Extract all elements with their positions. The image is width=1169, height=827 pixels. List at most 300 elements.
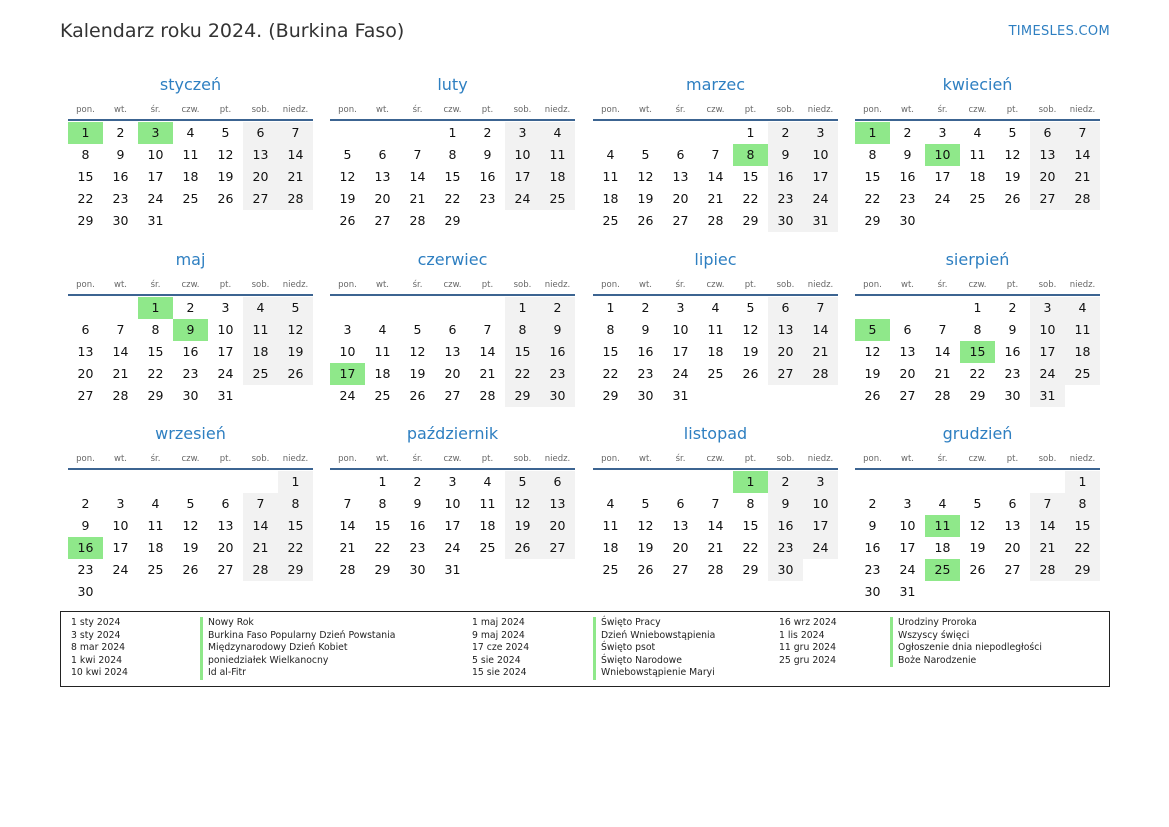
day-cell: 26 (182, 562, 199, 577)
weekday-label: wt. (376, 454, 389, 464)
weekday-label: śr. (675, 280, 686, 290)
day-cell: 22 (1065, 537, 1100, 559)
day-cell: 21 (112, 366, 129, 381)
weekday-label: śr. (150, 280, 161, 290)
day-cell: 14 (243, 515, 278, 537)
month-name: listopad (683, 424, 748, 443)
day-cell: 19 (182, 540, 199, 555)
day-cell: 8 (448, 147, 457, 162)
day-cell: 18 (602, 191, 619, 206)
day-cell: 27 (374, 213, 391, 228)
legend-holiday-name: Święto Narodowe (593, 655, 715, 668)
legend-holiday-name: Międzynarodowy Dzień Kobiet (200, 642, 395, 655)
day-cell: 5 (641, 147, 650, 162)
day-cell: 18 (479, 518, 496, 533)
weekday-label: śr. (937, 454, 948, 464)
holiday-day-cell: 25 (925, 559, 960, 581)
header-rule (855, 294, 1100, 296)
weekday-label: sob. (1038, 454, 1057, 464)
day-cell: 9 (768, 493, 803, 515)
day-cell: 25 (147, 562, 164, 577)
day-cell: 13 (1030, 144, 1065, 166)
day-cell: 5 (413, 322, 422, 337)
weekday-label: sob. (776, 454, 795, 464)
day-cell: 27 (672, 562, 689, 577)
day-cell: 17 (899, 540, 916, 555)
day-cell: 25 (707, 366, 724, 381)
day-cell: 20 (899, 366, 916, 381)
day-cell: 15 (505, 341, 540, 363)
day-cell: 26 (217, 191, 234, 206)
day-cell: 25 (602, 213, 619, 228)
month-name: luty (437, 75, 468, 94)
day-cell: 6 (540, 471, 575, 493)
day-cell: 21 (934, 366, 951, 381)
month-name: czerwiec (417, 250, 488, 269)
month-name: październik (406, 424, 499, 443)
day-cell: 19 (339, 191, 356, 206)
day-cell: 31 (1030, 385, 1065, 407)
header-rule (855, 119, 1100, 121)
day-cell: 4 (186, 125, 195, 140)
day-cell: 17 (1030, 341, 1065, 363)
day-cell: 17 (803, 515, 838, 537)
day-cell: 28 (112, 388, 129, 403)
day-cell: 5 (505, 471, 540, 493)
day-cell: 22 (742, 191, 759, 206)
day-cell: 5 (1008, 125, 1017, 140)
day-cell: 28 (479, 388, 496, 403)
day-cell: 3 (221, 300, 230, 315)
holiday-day-cell: 3 (138, 122, 173, 144)
day-cell: 7 (803, 297, 838, 319)
weekday-label: pon. (863, 280, 882, 290)
weekday-label: sob. (513, 105, 532, 115)
weekday-label: niedz. (807, 105, 834, 115)
weekday-label: niedz. (544, 105, 571, 115)
day-cell: 3 (903, 496, 912, 511)
day-cell: 25 (182, 191, 199, 206)
legend-holiday-name: Wszyscy święci (890, 630, 1042, 643)
day-cell: 4 (378, 322, 387, 337)
header-rule (68, 468, 313, 470)
day-cell: 26 (969, 562, 986, 577)
day-cell: 29 (505, 385, 540, 407)
site-link[interactable]: TIMESLES.COM (1008, 24, 1110, 39)
day-cell: 13 (768, 319, 803, 341)
day-cell: 25 (374, 388, 391, 403)
weekday-label: niedz. (807, 454, 834, 464)
day-cell: 4 (938, 496, 947, 511)
day-cell: 6 (676, 147, 685, 162)
day-cell: 29 (374, 562, 391, 577)
weekday-label: czw. (443, 105, 462, 115)
day-cell: 24 (444, 540, 461, 555)
day-cell: 10 (1030, 319, 1065, 341)
day-cell: 26 (742, 366, 759, 381)
day-cell: 18 (243, 341, 278, 363)
day-cell: 24 (147, 191, 164, 206)
legend-holiday-name: Boże Narodzenie (890, 655, 1042, 668)
day-cell: 1 (378, 474, 387, 489)
day-cell: 30 (182, 388, 199, 403)
weekday-label: sob. (1038, 280, 1057, 290)
day-cell: 15 (864, 169, 881, 184)
holiday-legend (60, 611, 1110, 687)
day-cell: 12 (637, 169, 654, 184)
day-cell: 14 (707, 169, 724, 184)
weekday-label: sob. (1038, 105, 1057, 115)
day-cell: 6 (676, 496, 685, 511)
legend-date: 1 maj 2024 (472, 617, 525, 628)
day-cell: 15 (147, 344, 164, 359)
day-cell: 19 (969, 540, 986, 555)
legend-holiday-name: Id al-Fitr (200, 667, 395, 680)
day-cell: 20 (768, 341, 803, 363)
day-cell: 8 (1065, 493, 1100, 515)
day-cell: 5 (343, 147, 352, 162)
day-cell: 7 (413, 147, 422, 162)
day-cell: 13 (374, 169, 391, 184)
day-cell: 18 (374, 366, 391, 381)
day-cell: 10 (112, 518, 129, 533)
day-cell: 7 (343, 496, 352, 511)
weekday-label: wt. (901, 454, 914, 464)
holiday-day-cell: 11 (925, 515, 960, 537)
weekday-header (855, 454, 1100, 468)
weekday-label: pt. (744, 105, 757, 115)
day-cell: 28 (1065, 188, 1100, 210)
day-cell: 28 (339, 562, 356, 577)
day-cell: 9 (540, 319, 575, 341)
day-cell: 4 (151, 496, 160, 511)
header-rule (593, 468, 838, 470)
day-cell: 11 (540, 144, 575, 166)
day-cell: 12 (217, 147, 234, 162)
day-cell: 24 (803, 188, 838, 210)
day-cell: 3 (803, 122, 838, 144)
day-cell: 20 (672, 191, 689, 206)
day-cell: 29 (278, 559, 313, 581)
day-cell: 5 (641, 496, 650, 511)
legend-date: 8 mar 2024 (71, 642, 126, 653)
month-name: styczeń (159, 75, 222, 94)
day-cell: 29 (602, 388, 619, 403)
day-cell: 13 (77, 344, 94, 359)
day-cell: 4 (483, 474, 492, 489)
day-cell: 24 (934, 191, 951, 206)
day-cell: 18 (707, 344, 724, 359)
day-cell: 24 (505, 188, 540, 210)
legend-names (890, 617, 1042, 667)
day-cell: 29 (1065, 559, 1100, 581)
day-cell: 10 (803, 493, 838, 515)
day-cell: 31 (672, 388, 689, 403)
day-cell: 26 (505, 537, 540, 559)
day-cell: 8 (746, 496, 755, 511)
legend-date: 5 sie 2024 (472, 654, 521, 666)
weekday-label: pt. (744, 280, 757, 290)
legend-holiday-name: Burkina Faso Popularny Dzień Powstania (200, 630, 395, 643)
weekday-label: pt. (1006, 105, 1019, 115)
day-cell: 3 (1030, 297, 1065, 319)
day-cell: 17 (444, 518, 461, 533)
day-cell: 29 (864, 213, 881, 228)
holiday-day-cell: 1 (68, 122, 103, 144)
day-cell: 10 (444, 496, 461, 511)
day-cell: 9 (81, 518, 90, 533)
day-cell: 26 (637, 213, 654, 228)
day-cell: 20 (217, 540, 234, 555)
day-cell: 10 (899, 518, 916, 533)
weekday-label: pt. (219, 454, 232, 464)
day-cell: 28 (707, 213, 724, 228)
day-cell: 22 (969, 366, 986, 381)
weekday-label: wt. (114, 105, 127, 115)
day-cell: 15 (444, 169, 461, 184)
legend-holiday-name: poniedziałek Wielkanocny (200, 655, 395, 668)
day-cell: 18 (602, 540, 619, 555)
legend-date: 10 kwi 2024 (71, 667, 128, 678)
day-cell: 31 (147, 213, 164, 228)
day-cell: 30 (409, 562, 426, 577)
day-cell: 25 (243, 363, 278, 385)
day-cell: 29 (742, 562, 759, 577)
header-rule (593, 294, 838, 296)
day-cell: 30 (540, 385, 575, 407)
day-cell: 13 (1004, 518, 1021, 533)
holiday-day-cell: 8 (733, 144, 768, 166)
day-cell: 20 (1004, 540, 1021, 555)
day-cell: 14 (479, 344, 496, 359)
day-cell: 29 (969, 388, 986, 403)
day-cell: 5 (221, 125, 230, 140)
day-cell: 3 (505, 122, 540, 144)
day-cell: 7 (1030, 493, 1065, 515)
day-cell: 29 (77, 213, 94, 228)
day-cell: 5 (973, 496, 982, 511)
day-cell: 30 (864, 584, 881, 599)
day-cell: 11 (707, 322, 724, 337)
day-cell: 28 (1030, 559, 1065, 581)
day-cell: 19 (637, 191, 654, 206)
weekday-header (330, 105, 575, 119)
legend-names (593, 617, 715, 680)
weekday-label: wt. (639, 454, 652, 464)
weekday-label: czw. (706, 280, 725, 290)
day-cell: 8 (868, 147, 877, 162)
day-cell: 11 (969, 147, 986, 162)
day-cell: 12 (969, 518, 986, 533)
weekday-label: wt. (639, 105, 652, 115)
day-cell: 14 (112, 344, 129, 359)
day-cell: 8 (973, 322, 982, 337)
weekday-label: sob. (251, 105, 270, 115)
day-cell: 9 (413, 496, 422, 511)
month-name: sierpień (945, 250, 1010, 269)
holiday-day-cell: 10 (925, 144, 960, 166)
day-cell: 14 (803, 319, 838, 341)
day-cell: 26 (864, 388, 881, 403)
weekday-label: czw. (181, 105, 200, 115)
day-cell: 15 (602, 344, 619, 359)
day-cell: 15 (742, 169, 759, 184)
weekday-label: śr. (412, 280, 423, 290)
day-cell: 26 (339, 213, 356, 228)
weekday-label: pon. (863, 105, 882, 115)
weekday-header (855, 105, 1100, 119)
day-cell: 21 (479, 366, 496, 381)
day-cell: 26 (409, 388, 426, 403)
day-cell: 11 (602, 518, 619, 533)
legend-date: 16 wrz 2024 (779, 617, 837, 628)
day-cell: 16 (540, 341, 575, 363)
legend-holiday-name: Ogłoszenie dnia niepodległości (890, 642, 1042, 655)
month-name: maj (175, 250, 206, 269)
header-rule (593, 119, 838, 121)
day-cell: 23 (637, 366, 654, 381)
day-cell: 23 (899, 191, 916, 206)
legend-holiday-name: Nowy Rok (200, 617, 395, 630)
day-cell: 18 (182, 169, 199, 184)
day-cell: 24 (1030, 363, 1065, 385)
legend-holiday-name: Wniebowstąpienie Maryi (593, 667, 715, 680)
day-cell: 12 (339, 169, 356, 184)
month-name: grudzień (942, 424, 1013, 443)
day-cell: 30 (768, 210, 803, 232)
weekday-label: pt. (481, 105, 494, 115)
day-cell: 13 (672, 169, 689, 184)
holiday-day-cell: 9 (173, 319, 208, 341)
weekday-label: pon. (601, 454, 620, 464)
day-cell: 24 (899, 562, 916, 577)
day-cell: 23 (77, 562, 94, 577)
day-cell: 22 (147, 366, 164, 381)
day-cell: 31 (444, 562, 461, 577)
day-cell: 13 (899, 344, 916, 359)
day-cell: 3 (676, 300, 685, 315)
day-cell: 30 (112, 213, 129, 228)
day-cell: 15 (77, 169, 94, 184)
day-cell: 10 (672, 322, 689, 337)
weekday-label: niedz. (1069, 280, 1096, 290)
day-cell: 30 (768, 559, 803, 581)
day-cell: 6 (378, 147, 387, 162)
day-cell: 18 (969, 169, 986, 184)
day-cell: 28 (934, 388, 951, 403)
day-cell: 16 (768, 166, 803, 188)
weekday-label: czw. (706, 105, 725, 115)
day-cell: 7 (243, 493, 278, 515)
day-cell: 24 (112, 562, 129, 577)
day-cell: 23 (864, 562, 881, 577)
day-cell: 27 (1030, 188, 1065, 210)
weekday-label: czw. (706, 454, 725, 464)
header-rule (330, 119, 575, 121)
day-cell: 4 (1065, 297, 1100, 319)
day-cell: 12 (409, 344, 426, 359)
day-cell: 21 (339, 540, 356, 555)
holiday-day-cell: 16 (68, 537, 103, 559)
weekday-label: czw. (968, 454, 987, 464)
day-cell: 6 (221, 496, 230, 511)
weekday-header (330, 454, 575, 468)
weekday-label: niedz. (544, 454, 571, 464)
day-cell: 18 (540, 166, 575, 188)
day-cell: 7 (278, 122, 313, 144)
day-cell: 20 (77, 366, 94, 381)
day-cell: 22 (374, 540, 391, 555)
legend-date: 11 gru 2024 (779, 642, 837, 653)
day-cell: 17 (147, 169, 164, 184)
day-cell: 9 (483, 147, 492, 162)
day-cell: 28 (243, 559, 278, 581)
weekday-label: sob. (776, 105, 795, 115)
day-cell: 3 (116, 496, 125, 511)
day-cell: 27 (899, 388, 916, 403)
day-cell: 8 (278, 493, 313, 515)
day-cell: 22 (505, 363, 540, 385)
day-cell: 21 (1065, 166, 1100, 188)
day-cell: 17 (672, 344, 689, 359)
day-cell: 2 (483, 125, 492, 140)
day-cell: 13 (243, 144, 278, 166)
weekday-label: czw. (968, 105, 987, 115)
day-cell: 22 (77, 191, 94, 206)
day-cell: 30 (1004, 388, 1021, 403)
day-cell: 23 (112, 191, 129, 206)
day-cell: 14 (934, 344, 951, 359)
weekday-label: czw. (968, 280, 987, 290)
weekday-label: niedz. (282, 105, 309, 115)
day-cell: 19 (409, 366, 426, 381)
day-cell: 21 (707, 540, 724, 555)
day-cell: 1 (1065, 471, 1100, 493)
day-cell: 16 (768, 515, 803, 537)
day-cell: 29 (742, 213, 759, 228)
legend-date: 15 sie 2024 (472, 667, 527, 678)
holiday-day-cell: 15 (960, 341, 995, 363)
legend-holiday-name: Święto psot (593, 642, 715, 655)
weekday-label: czw. (443, 280, 462, 290)
day-cell: 2 (116, 125, 125, 140)
day-cell: 30 (77, 584, 94, 599)
month-name: marzec (685, 75, 745, 94)
weekday-header (68, 105, 313, 119)
day-cell: 29 (147, 388, 164, 403)
weekday-label: pt. (481, 454, 494, 464)
weekday-label: pt. (219, 105, 232, 115)
day-cell: 12 (742, 322, 759, 337)
weekday-label: sob. (251, 454, 270, 464)
day-cell: 16 (479, 169, 496, 184)
day-cell: 21 (278, 166, 313, 188)
day-cell: 8 (151, 322, 160, 337)
header-rule (855, 468, 1100, 470)
legend-date: 17 cze 2024 (472, 642, 530, 653)
weekday-label: śr. (675, 105, 686, 115)
weekday-label: czw. (181, 280, 200, 290)
day-cell: 2 (540, 297, 575, 319)
day-cell: 13 (540, 493, 575, 515)
legend-names (200, 617, 395, 680)
header-rule (330, 294, 575, 296)
weekday-label: sob. (513, 454, 532, 464)
legend-dates (472, 617, 529, 680)
day-cell: 4 (540, 122, 575, 144)
day-cell: 6 (81, 322, 90, 337)
weekday-label: pon. (76, 105, 95, 115)
